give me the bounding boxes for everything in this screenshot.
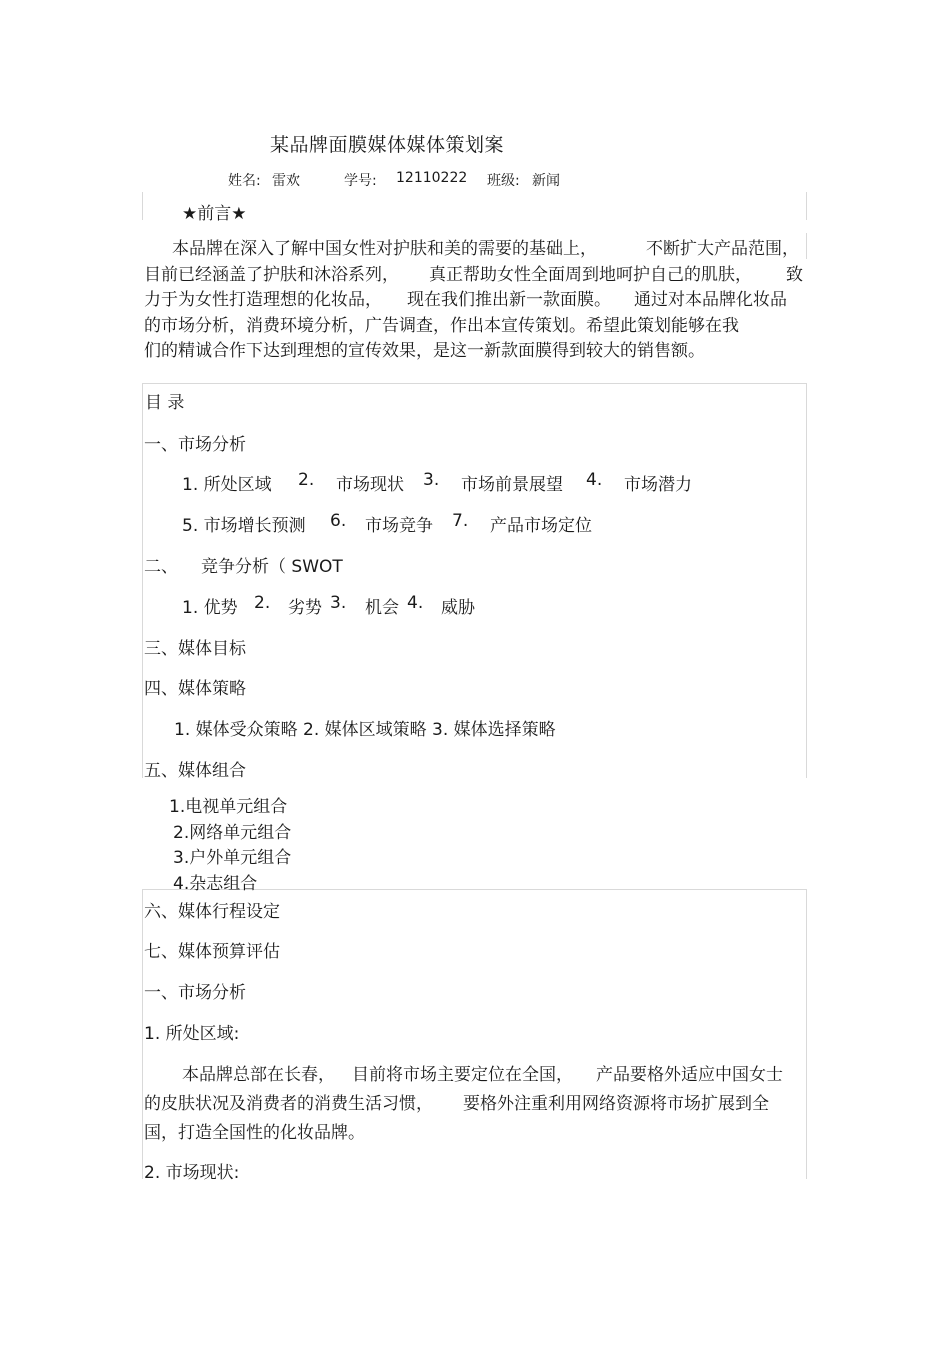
name-value: 雷欢 bbox=[272, 173, 300, 189]
toc-s2-num-4: 4. bbox=[407, 593, 424, 613]
toc-section-3: 三、媒体目标 bbox=[144, 639, 246, 659]
class-value: 新闻 bbox=[532, 173, 560, 189]
toc-section-5: 五、媒体组合 bbox=[144, 761, 246, 781]
preface-heading: ★前言★ bbox=[182, 204, 247, 224]
toc-s5-item-3: 3.户外单元组合 bbox=[173, 848, 292, 868]
preface-line-2a: 目前已经涵盖了护肤和沐浴系列， bbox=[144, 265, 399, 285]
toc-s5-item-1: 1.电视单元组合 bbox=[169, 797, 288, 817]
sub1-line-2a: 的皮肤状况及消费者的消费生活习惯， bbox=[144, 1094, 433, 1114]
preface-line-2b: 真正帮助女性全面周到地呵护自己的肌肤， bbox=[429, 265, 752, 285]
margin-rule-right-1 bbox=[806, 192, 807, 220]
toc-section-7: 七、媒体预算评估 bbox=[144, 942, 280, 962]
toc-s1-item-2: 市场现状 bbox=[336, 475, 404, 495]
toc-s1-num-3: 3. bbox=[423, 470, 440, 490]
id-label: 学号: bbox=[344, 173, 377, 189]
toc-s5-item-4: 4.杂志组合 bbox=[173, 874, 258, 894]
toc-s1-num-7: 7. bbox=[452, 511, 469, 531]
sub1-line-3: 国，打造全国性的化妆品牌。 bbox=[144, 1123, 365, 1143]
toc-s4-items: 1. 媒体受众策略 2. 媒体区域策略 3. 媒体选择策略 bbox=[174, 720, 556, 740]
preface-line-1a: 本品牌在深入了解中国女性对护肤和美的需要的基础上， bbox=[172, 239, 597, 259]
toc-s1-item-7: 产品市场定位 bbox=[490, 516, 592, 536]
toc-section-2-number: 二、 bbox=[144, 557, 178, 577]
toc-box-right bbox=[806, 383, 807, 778]
toc-s2-item-1: 1. 优势 bbox=[182, 598, 238, 618]
sub1-line-2b: 要格外注重利用网络资源将市场扩展到全 bbox=[463, 1094, 769, 1114]
toc-s5-item-2: 2.网络单元组合 bbox=[173, 823, 292, 843]
id-value: 12110222 bbox=[396, 170, 468, 186]
toc-s1-item-5: 5. 市场增长预测 bbox=[182, 516, 306, 536]
preface-line-3c: 通过对本品牌化妆品 bbox=[634, 290, 787, 310]
toc-s1-item-3: 市场前景展望 bbox=[461, 475, 563, 495]
toc-s2-num-3: 3. bbox=[330, 593, 347, 613]
preface-line-3b: 现在我们推出新一款面膜。 bbox=[407, 290, 611, 310]
toc-s2-item-4: 威胁 bbox=[441, 598, 475, 618]
class-label: 班级: bbox=[487, 173, 520, 189]
subsection-2-heading: 2. 市场现状: bbox=[144, 1163, 240, 1183]
preface-line-2c: 致 bbox=[786, 265, 803, 285]
section-1-heading: 一、市场分析 bbox=[144, 983, 246, 1003]
name-label: 姓名: bbox=[228, 173, 261, 189]
toc-section-4: 四、媒体策略 bbox=[144, 679, 246, 699]
toc-s2-item-2: 劣势 bbox=[288, 598, 322, 618]
preface-line-4: 的市场分析，消费环境分析，广告调查，作出本宣传策划。希望此策划能够在我 bbox=[144, 316, 739, 336]
sub1-line-1a: 本品牌总部在长春， bbox=[182, 1065, 335, 1085]
preface-line-3a: 力于为女性打造理想的化妆品， bbox=[144, 290, 382, 310]
margin-rule-right-2 bbox=[806, 233, 807, 259]
toc-heading: 目 录 bbox=[145, 393, 185, 413]
toc-s1-item-4: 市场潜力 bbox=[624, 475, 692, 495]
body-box-left bbox=[142, 889, 143, 1179]
margin-rule-left-1 bbox=[142, 192, 143, 220]
preface-line-5: 们的精诚合作下达到理想的宣传效果，是这一新款面膜得到较大的销售额。 bbox=[144, 341, 705, 361]
subsection-1-heading: 1. 所处区域: bbox=[144, 1024, 240, 1044]
toc-s1-num-2: 2. bbox=[298, 470, 315, 490]
document-title: 某品牌面膜媒体媒体策划案 bbox=[270, 134, 505, 156]
toc-s2-item-3: 机会 bbox=[365, 598, 399, 618]
toc-section-6: 六、媒体行程设定 bbox=[144, 902, 280, 922]
toc-s1-item-6: 市场竞争 bbox=[365, 516, 433, 536]
toc-section-2: 竞争分析（ SWOT bbox=[201, 557, 343, 577]
toc-box-top bbox=[142, 383, 807, 384]
body-box-right bbox=[806, 889, 807, 1179]
toc-s1-num-6: 6. bbox=[330, 511, 347, 531]
toc-section-1: 一、市场分析 bbox=[144, 435, 246, 455]
sub1-line-1b: 目前将市场主要定位在全国， bbox=[352, 1065, 573, 1085]
sub1-line-1c: 产品要格外适应中国女士 bbox=[596, 1065, 783, 1085]
toc-s1-num-4: 4. bbox=[586, 470, 603, 490]
toc-s1-item-1: 1. 所处区域 bbox=[182, 475, 272, 495]
preface-line-1b: 不断扩大产品范围， bbox=[646, 239, 799, 259]
toc-box-left bbox=[142, 383, 143, 778]
toc-s2-num-2: 2. bbox=[254, 593, 271, 613]
